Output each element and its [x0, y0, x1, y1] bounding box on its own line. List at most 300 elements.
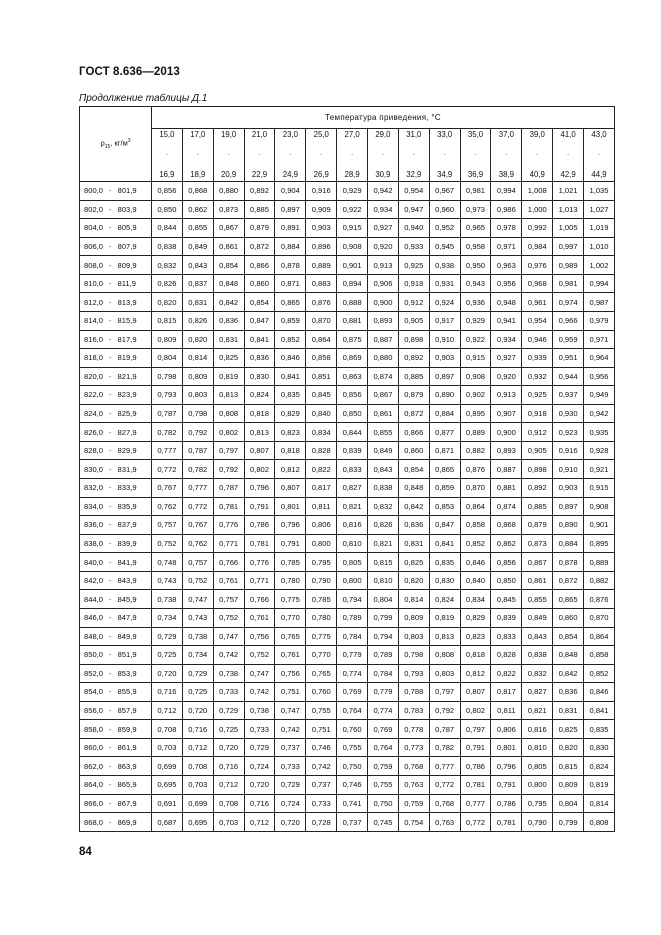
density-unit: , кг/м: [110, 138, 128, 148]
density-range-cell: [80, 738, 152, 757]
coefficient-cell: 0,772: [460, 813, 491, 832]
coefficient-cell: 0,761: [213, 571, 244, 590]
range-dash: -: [109, 650, 112, 660]
coefficient-cell: 0,852: [275, 330, 306, 349]
coefficient-cell: 0,796: [491, 757, 522, 776]
coefficient-cell: 0,787: [213, 479, 244, 498]
range-dash: -: [109, 557, 112, 567]
coefficient-cell: 0,794: [368, 627, 399, 646]
coefficient-cell: 0,833: [337, 460, 368, 479]
coefficient-cell: 0,835: [275, 386, 306, 405]
table-row: [80, 608, 615, 627]
range-dash: -: [109, 520, 112, 530]
range-dash: -: [109, 780, 112, 790]
coefficient-cell: 0,934: [368, 200, 399, 219]
coefficient-cell: 0,915: [584, 479, 615, 498]
coefficient-cell: 0,786: [244, 516, 275, 535]
density-range-cell: [80, 330, 152, 349]
coefficient-cell: 0,822: [306, 460, 337, 479]
coefficient-cell: 0,703: [213, 813, 244, 832]
density-to: 859,9: [117, 724, 137, 734]
range-dash: -: [320, 152, 323, 158]
range-from: 33,0: [437, 130, 453, 139]
range-dash: -: [109, 576, 112, 586]
coefficient-cell: 0,949: [584, 386, 615, 405]
coefficient-cell: 0,814: [182, 349, 213, 368]
table-row: [80, 256, 615, 275]
range-dash: -: [109, 334, 112, 344]
density-range-cell: [80, 553, 152, 572]
coefficient-cell: 0,761: [244, 608, 275, 627]
coefficient-cell: 0,933: [398, 237, 429, 256]
density-to: 853,9: [117, 668, 137, 678]
coefficient-cell: 0,780: [306, 608, 337, 627]
density-to: 819,9: [117, 353, 137, 363]
range-to: 38,9: [498, 170, 514, 180]
coefficient-cell: 0,818: [275, 441, 306, 460]
coefficient-cell: 0,864: [460, 497, 491, 516]
table-row: [80, 738, 615, 757]
coefficient-cell: 0,815: [368, 553, 399, 572]
coefficient-cell: 0,959: [553, 330, 584, 349]
coefficient-cell: 0,807: [460, 683, 491, 702]
density-to: 837,9: [117, 520, 137, 530]
coefficient-cell: 0,777: [152, 441, 183, 460]
coefficient-cell: 0,812: [460, 664, 491, 683]
coefficient-cell: 0,846: [460, 553, 491, 572]
coefficient-cell: 0,973: [460, 200, 491, 219]
range-dash: -: [109, 409, 112, 419]
coefficient-cell: 0,994: [491, 182, 522, 201]
coefficient-cell: 0,820: [398, 571, 429, 590]
coefficient-cell: 0,755: [337, 738, 368, 757]
density-to: 861,9: [117, 743, 137, 753]
coefficient-cell: 0,752: [213, 608, 244, 627]
density-range-cell: [80, 664, 152, 683]
unit-superscript: 3: [127, 138, 131, 144]
coefficient-cell: 0,708: [182, 757, 213, 776]
coefficient-cell: 0,965: [460, 219, 491, 238]
coefficient-cell: 0,734: [182, 646, 213, 665]
coefficient-cell: 0,825: [398, 553, 429, 572]
range-dash: -: [109, 446, 112, 456]
coefficient-cell: 0,743: [182, 608, 213, 627]
coefficient-cell: 0,901: [337, 256, 368, 275]
density-from: 824,0: [84, 409, 104, 419]
table-head: [80, 107, 615, 182]
coefficient-cell: 0,691: [152, 794, 183, 813]
coefficient-cell: 0,772: [429, 776, 460, 795]
coefficient-cell: 0,948: [491, 293, 522, 312]
coefficient-cell: 0,737: [306, 776, 337, 795]
coefficient-cell: 0,870: [584, 608, 615, 627]
density-to: 825,9: [117, 409, 137, 419]
coefficient-cell: 0,762: [152, 497, 183, 516]
coefficient-cell: 0,849: [368, 441, 399, 460]
temperature-range-header: [275, 129, 306, 182]
coefficient-cell: 0,891: [275, 219, 306, 238]
coefficient-cell: 0,835: [584, 720, 615, 739]
coefficient-cell: 0,872: [553, 571, 584, 590]
coefficient-cell: 0,878: [553, 553, 584, 572]
coefficient-cell: 1,000: [522, 200, 553, 219]
range-dash: -: [109, 390, 112, 400]
coefficient-cell: 0,875: [337, 330, 368, 349]
density-to: 801,9: [117, 186, 137, 196]
coefficient-cell: 0,903: [553, 479, 584, 498]
density-from: 860,0: [84, 743, 104, 753]
coefficient-cell: 0,757: [213, 590, 244, 609]
density-to: 843,9: [117, 576, 137, 586]
density-from: 820,0: [84, 371, 104, 381]
coefficient-cell: 0,777: [460, 794, 491, 813]
density-to: 827,9: [117, 427, 137, 437]
coefficient-cell: 0,755: [368, 776, 399, 795]
coefficient-cell: 0,716: [182, 720, 213, 739]
coefficient-cell: 0,865: [429, 460, 460, 479]
coefficient-cell: 0,808: [584, 813, 615, 832]
coefficient-cell: 0,811: [306, 497, 337, 516]
coefficient-cell: 0,961: [522, 293, 553, 312]
range-to: 18,9: [190, 170, 206, 180]
coefficient-cell: 0,956: [584, 367, 615, 386]
coefficient-cell: 0,859: [429, 479, 460, 498]
coefficient-cell: 0,784: [337, 627, 368, 646]
table-row: [80, 367, 615, 386]
coefficient-cell: 0,929: [337, 182, 368, 201]
coefficient-cell: 0,858: [584, 646, 615, 665]
coefficient-cell: 0,885: [398, 367, 429, 386]
coefficient-cell: 0,859: [275, 311, 306, 330]
temperature-range-header: [491, 129, 522, 182]
coefficient-cell: 0,860: [398, 441, 429, 460]
coefficient-cell: 0,720: [152, 664, 183, 683]
density-from: 842,0: [84, 576, 104, 586]
coefficient-cell: 0,920: [491, 367, 522, 386]
coefficient-cell: 0,832: [152, 256, 183, 275]
range-dash: -: [109, 297, 112, 307]
coefficient-cell: 0,855: [368, 423, 399, 442]
range-dash: -: [109, 743, 112, 753]
coefficient-cell: 0,814: [398, 590, 429, 609]
density-from: 834,0: [84, 501, 104, 511]
range-to: 42,9: [560, 170, 576, 180]
coefficient-cell: 0,778: [398, 720, 429, 739]
coefficient-cell: 0,826: [182, 311, 213, 330]
coefficient-cell: 0,783: [398, 701, 429, 720]
coefficient-cell: 0,789: [368, 646, 399, 665]
coefficient-cell: 0,927: [491, 349, 522, 368]
coefficient-cell: 0,831: [553, 701, 584, 720]
range-to: 24,9: [282, 170, 298, 180]
density-from: 836,0: [84, 520, 104, 530]
coefficient-cell: 0,964: [584, 349, 615, 368]
coefficient-cell: 0,877: [429, 423, 460, 442]
coefficient-cell: 0,854: [213, 256, 244, 275]
coefficient-cell: 0,821: [337, 497, 368, 516]
coefficient-cell: 0,733: [306, 794, 337, 813]
coefficient-cell: 0,984: [522, 237, 553, 256]
table-row: [80, 646, 615, 665]
coefficient-cell: 0,759: [398, 794, 429, 813]
range-dash: -: [598, 152, 601, 158]
coefficient-cell: 1,013: [553, 200, 584, 219]
range-from: 17,0: [190, 130, 206, 139]
coefficient-cell: 0,832: [368, 497, 399, 516]
coefficient-cell: 0,712: [152, 701, 183, 720]
range-dash: -: [109, 631, 112, 641]
coefficient-cell: 0,892: [244, 182, 275, 201]
coefficient-cell: 0,789: [337, 608, 368, 627]
coefficient-cell: 0,994: [584, 274, 615, 293]
coefficient-cell: 0,813: [429, 627, 460, 646]
coefficient-cell: 0,787: [429, 720, 460, 739]
density-from: 840,0: [84, 557, 104, 567]
density-range-cell: [80, 534, 152, 553]
density-from: 866,0: [84, 798, 104, 808]
coefficient-cell: 0,862: [182, 200, 213, 219]
table-row: [80, 479, 615, 498]
coefficient-cell: 0,844: [337, 423, 368, 442]
coefficient-cell: 0,725: [213, 720, 244, 739]
coefficient-cell: 0,861: [213, 237, 244, 256]
coefficient-cell: 0,932: [522, 367, 553, 386]
coefficient-cell: 0,943: [460, 274, 491, 293]
table-row: [80, 293, 615, 312]
range-dash: -: [258, 152, 261, 158]
coefficient-cell: 0,986: [491, 200, 522, 219]
density-from: 818,0: [84, 353, 104, 363]
coefficient-cell: 0,942: [368, 182, 399, 201]
coefficient-cell: 0,820: [182, 330, 213, 349]
coefficient-cell: 0,841: [429, 534, 460, 553]
coefficient-cell: 0,807: [275, 479, 306, 498]
coefficient-cell: 0,756: [244, 627, 275, 646]
coefficient-cell: 0,772: [182, 497, 213, 516]
coefficient-cell: 0,767: [152, 479, 183, 498]
density-range-cell: [80, 386, 152, 405]
range-dash: -: [109, 594, 112, 604]
coefficient-cell: 0,712: [213, 776, 244, 795]
density-range-cell: [80, 813, 152, 832]
density-from: 806,0: [84, 241, 104, 251]
coefficient-cell: 0,882: [584, 571, 615, 590]
coefficient-cell: 0,797: [213, 441, 244, 460]
coefficient-cell: 0,763: [398, 776, 429, 795]
coefficient-cell: 0,687: [152, 813, 183, 832]
page-number: 84: [79, 846, 92, 858]
coefficient-cell: 0,752: [152, 534, 183, 553]
density-to: 809,9: [117, 260, 137, 270]
coefficient-cell: 0,827: [522, 683, 553, 702]
coefficient-cell: 0,843: [522, 627, 553, 646]
range-dash: -: [227, 152, 230, 158]
coefficient-cell: 0,802: [244, 460, 275, 479]
coefficient-cell: 0,854: [553, 627, 584, 646]
coefficient-cell: 0,762: [182, 534, 213, 553]
coefficient-cell: 0,823: [275, 423, 306, 442]
coefficient-cell: 0,782: [429, 738, 460, 757]
density-to: 821,9: [117, 371, 137, 381]
range-dash: -: [109, 279, 112, 289]
coefficient-cell: 0,770: [306, 646, 337, 665]
coefficient-cell: 0,804: [553, 794, 584, 813]
coefficient-cell: 0,765: [275, 627, 306, 646]
range-dash: -: [109, 223, 112, 233]
coefficient-cell: 0,737: [337, 813, 368, 832]
coefficient-cell: 0,821: [368, 534, 399, 553]
range-dash: -: [381, 152, 384, 158]
coefficient-cell: 0,810: [522, 738, 553, 757]
range-from: 19,0: [221, 130, 237, 139]
coefficient-cell: 0,801: [275, 497, 306, 516]
coefficient-cell: 0,893: [368, 311, 399, 330]
coefficient-cell: 0,865: [275, 293, 306, 312]
coefficient-cell: 0,776: [213, 516, 244, 535]
table-caption: Продолжение таблицы Д.1: [79, 93, 208, 104]
coefficient-cell: 0,889: [460, 423, 491, 442]
table-row: [80, 386, 615, 405]
density-to: 839,9: [117, 538, 137, 548]
coefficient-cell: 0,876: [460, 460, 491, 479]
density-from: 812,0: [84, 297, 104, 307]
coefficient-cell: 0,915: [460, 349, 491, 368]
coefficient-cell: 0,756: [275, 664, 306, 683]
coefficient-cell: 0,876: [584, 590, 615, 609]
coefficient-cell: 0,867: [522, 553, 553, 572]
coefficient-cell: 0,779: [337, 646, 368, 665]
coefficient-cell: 0,729: [152, 627, 183, 646]
table-row: [80, 720, 615, 739]
coefficient-cell: 0,888: [337, 293, 368, 312]
coefficient-cell: 0,881: [337, 311, 368, 330]
coefficient-cell: 0,831: [398, 534, 429, 553]
coefficient-cell: 0,855: [182, 219, 213, 238]
density-from: 828,0: [84, 446, 104, 456]
table-row: [80, 497, 615, 516]
coefficient-cell: 0,846: [584, 683, 615, 702]
coefficient-cell: 0,712: [244, 813, 275, 832]
coefficient-cell: 0,738: [152, 590, 183, 609]
range-dash: -: [567, 152, 570, 158]
coefficient-cell: 0,767: [182, 516, 213, 535]
coefficient-cell: 0,766: [244, 590, 275, 609]
coefficient-cell: 0,820: [553, 738, 584, 757]
coefficient-cell: 0,856: [152, 182, 183, 201]
coefficient-cell: 0,981: [460, 182, 491, 201]
coefficient-cell: 0,976: [522, 256, 553, 275]
coefficient-cell: 0,725: [152, 646, 183, 665]
density-range-cell: [80, 293, 152, 312]
density-range-cell: [80, 219, 152, 238]
coefficient-cell: 0,916: [553, 441, 584, 460]
density-from: 864,0: [84, 780, 104, 790]
coefficient-cell: 0,883: [306, 274, 337, 293]
density-table: [79, 106, 615, 832]
density-from: 852,0: [84, 668, 104, 678]
coefficient-cell: 1,021: [553, 182, 584, 201]
coefficient-cell: 0,913: [491, 386, 522, 405]
coefficient-cell: 0,742: [244, 683, 275, 702]
coefficient-cell: 0,728: [306, 813, 337, 832]
range-dash: -: [351, 152, 354, 158]
density-range-cell: [80, 776, 152, 795]
density-to: 811,9: [117, 279, 136, 289]
coefficient-cell: 0,884: [429, 404, 460, 423]
density-range-cell: [80, 646, 152, 665]
coefficient-cell: 0,766: [213, 553, 244, 572]
density-range-cell: [80, 608, 152, 627]
coefficient-cell: 0,782: [152, 423, 183, 442]
coefficient-cell: 1,010: [584, 237, 615, 256]
coefficient-cell: 0,947: [398, 200, 429, 219]
coefficient-cell: 0,757: [182, 553, 213, 572]
coefficient-cell: 0,806: [491, 720, 522, 739]
coefficient-cell: 0,942: [584, 404, 615, 423]
temperature-range-header: [244, 129, 275, 182]
coefficient-cell: 0,880: [213, 182, 244, 201]
coefficient-cell: 0,809: [152, 330, 183, 349]
coefficient-cell: 0,844: [152, 219, 183, 238]
coefficient-cell: 0,910: [429, 330, 460, 349]
coefficient-cell: 0,772: [152, 460, 183, 479]
coefficient-cell: 0,751: [275, 683, 306, 702]
table-row: [80, 701, 615, 720]
coefficient-cell: 0,835: [429, 553, 460, 572]
coefficient-cell: 0,938: [429, 256, 460, 275]
coefficient-cell: 0,834: [306, 423, 337, 442]
coefficient-cell: 0,900: [368, 293, 399, 312]
density-to: 815,9: [117, 316, 137, 326]
table-row: [80, 757, 615, 776]
coefficient-cell: 0,830: [244, 367, 275, 386]
coefficient-cell: 0,738: [182, 627, 213, 646]
coefficient-cell: 0,840: [460, 571, 491, 590]
coefficient-cell: 0,825: [553, 720, 584, 739]
coefficient-cell: 0,738: [244, 701, 275, 720]
coefficient-cell: 0,838: [522, 646, 553, 665]
coefficient-cell: 0,845: [491, 590, 522, 609]
coefficient-cell: 0,817: [306, 479, 337, 498]
range-dash: -: [109, 706, 112, 716]
coefficient-cell: 1,005: [553, 219, 584, 238]
coefficient-cell: 0,879: [522, 516, 553, 535]
coefficient-cell: 0,954: [522, 311, 553, 330]
coefficient-cell: 0,799: [368, 608, 399, 627]
coefficient-cell: 0,754: [398, 813, 429, 832]
coefficient-cell: 0,997: [553, 237, 584, 256]
density-range-cell: [80, 794, 152, 813]
range-dash: -: [109, 687, 112, 697]
density-to: 867,9: [117, 798, 137, 808]
coefficient-cell: 0,951: [553, 349, 584, 368]
coefficient-cell: 0,872: [244, 237, 275, 256]
table-row: [80, 404, 615, 423]
coefficient-cell: 0,885: [522, 497, 553, 516]
coefficient-cell: 0,916: [306, 182, 337, 201]
coefficient-cell: 0,913: [368, 256, 399, 275]
density-range-cell: [80, 683, 152, 702]
density-column-header: [80, 107, 152, 182]
coefficient-cell: 0,895: [460, 404, 491, 423]
coefficient-cell: 0,887: [368, 330, 399, 349]
coefficient-cell: 0,856: [337, 386, 368, 405]
coefficient-cell: 0,781: [491, 813, 522, 832]
temperature-range-header: [429, 129, 460, 182]
density-from: 846,0: [84, 613, 104, 623]
coefficient-cell: 0,881: [491, 479, 522, 498]
coefficient-cell: 0,829: [275, 404, 306, 423]
